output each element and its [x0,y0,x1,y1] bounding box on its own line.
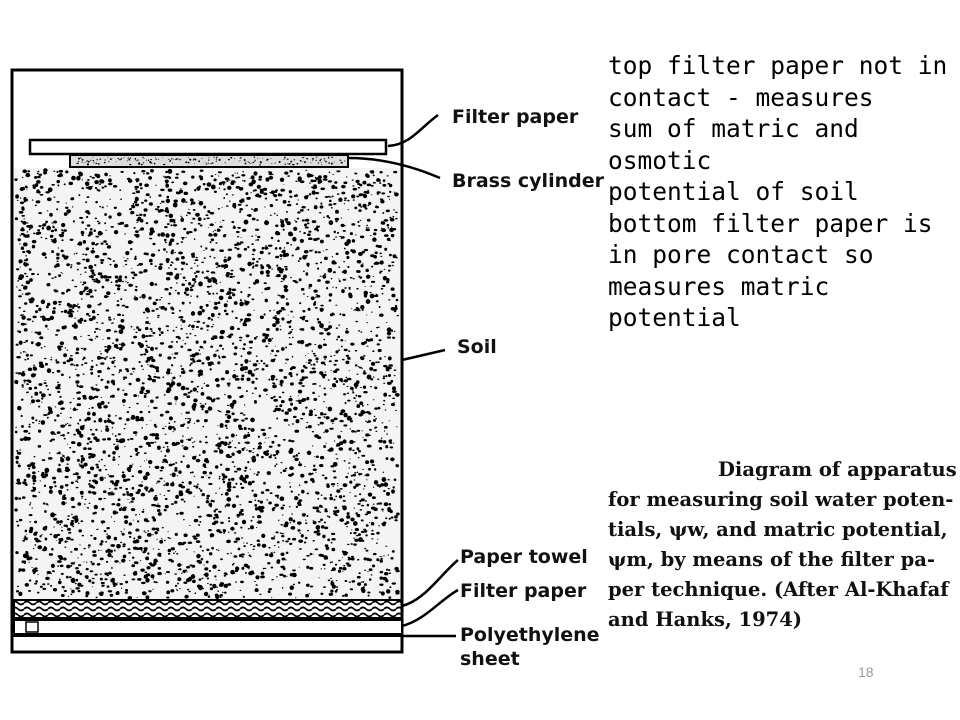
note-line: contact - measures [608,82,874,112]
brass-cylinder [70,155,348,167]
leader-soil [402,350,445,360]
note-line: potential [608,303,741,332]
filter-paper-edge [26,622,38,632]
caption-line: tials, ψw, and matric potential, [608,518,948,541]
label-brass-cylinder: Brass cylinder [452,170,604,192]
explanatory-note [608,50,953,334]
soil-body [14,168,400,600]
caption-line: for measuring soil water poten- [608,488,954,511]
caption-line: per technique. (After Al-Khafaf [608,578,949,601]
label-filter-paper-bottom: Filter paper [460,580,587,602]
note-line: measures matric [608,271,830,301]
label-soil: Soil [457,336,497,358]
note-line: potential of soil [608,177,859,206]
label-filter-paper-top: Filter paper [452,106,579,128]
leader-filter-paper-bottom [402,590,458,626]
note-line: osmotic [608,145,712,175]
caption-line: Diagram of apparatus [718,458,957,481]
caption-line: and Hanks, 1974) [608,608,803,631]
note-line: in pore contact so [608,240,874,269]
note-line: top filter paper not in [608,51,948,80]
paper-towel [14,600,402,618]
caption-line: ψm, by means of the filter pa- [608,548,935,571]
label-sheet: sheet [460,648,520,670]
page-number: 18 [858,664,874,680]
label-paper-towel: Paper towel [460,546,588,568]
figure-caption [608,455,957,635]
note-line: bottom filter paper is [608,208,933,238]
bottom-filter-paper [14,620,402,634]
leader-paper-towel [402,560,458,606]
note-line: sum of matric and [608,114,859,143]
top-filter-paper [30,140,386,154]
label-polyethylene: Polyethylene [460,624,600,646]
